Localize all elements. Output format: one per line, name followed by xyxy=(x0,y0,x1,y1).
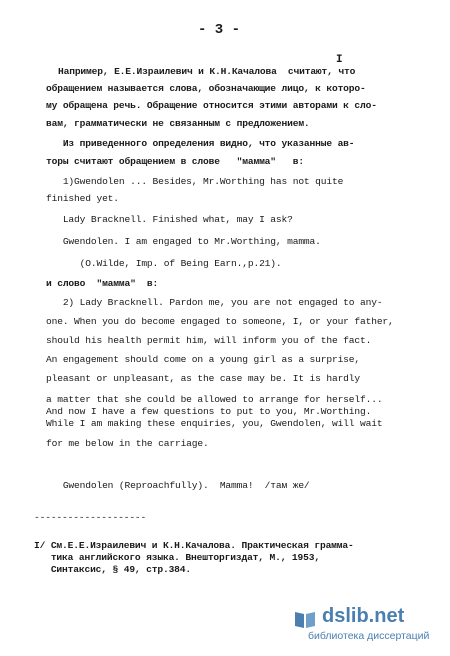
book-icon xyxy=(292,606,318,632)
text-line: Lady Bracknell. Finished what, may I ask? xyxy=(46,214,293,225)
footnote-line: Синтаксис, § 49, стр.384. xyxy=(34,564,192,575)
text-line: вам, грамматически не связанным с предложением. xyxy=(46,118,310,129)
text-line: Gwendolen (Reproachfully). Mamma! /там же/ xyxy=(46,480,310,491)
text-line: An engagement should come on a young girl as a surprise, xyxy=(46,354,361,365)
text-line: And now I have a few questions to put to you, Mr.Worthing. xyxy=(46,406,372,417)
page-number: - 3 - xyxy=(198,22,241,38)
text-line: While I am making these enquiries, you, Gwendolen, will wait xyxy=(46,418,383,429)
text-line: 1)Gwendolen ... Besides, Mr.Worthing has not quite xyxy=(46,176,344,187)
text-line: торы считают обращением в слове "мамма" в: xyxy=(46,156,304,167)
footnote-line: I/ См.Е.Е.Израилевич и К.Н.Качалова. Практическая грамма- xyxy=(34,540,354,551)
text-line: finished yet. xyxy=(46,193,119,204)
text-line: a matter that she could be allowed to arrange for herself... xyxy=(46,394,383,405)
text-line: и слово "мамма" в: xyxy=(46,278,159,289)
text-line: му обращена речь. Обращение относится этими авторами к сло- xyxy=(46,100,377,111)
text-line: for me below in the carriage. xyxy=(46,438,209,449)
text-line: Gwendolen. I am engaged to Mr.Worthing, mamma. xyxy=(46,236,321,247)
watermark-subtitle: библиотека диссертаций xyxy=(308,630,430,642)
text-line: pleasant or unpleasant, as the case may be. It is hardly xyxy=(46,373,361,384)
watermark-site-name[interactable]: dslib.net xyxy=(322,605,405,627)
text-line: Из приведенного определения видно, что указанные ав- xyxy=(46,138,355,149)
text-line: one. When you do become engaged to someone, I, or your father, xyxy=(46,316,394,327)
text-line: Например, Е.Е.Израилевич и К.Н.Качалова считают, что xyxy=(58,66,356,77)
citation-line: (O.Wilde, Imp. of Being Earn.,p.21). xyxy=(46,258,282,269)
footnote-line: тика английского языка. Внешторгиздат, М., 1953, xyxy=(34,552,320,563)
text-line: 2) Lady Bracknell. Pardon me, you are not engaged to any- xyxy=(46,297,383,308)
text-line: обращением называется слова, обозначающие лицо, к которо- xyxy=(46,83,366,94)
text-line: should his health permit him, will inform you of the fact. xyxy=(46,335,372,346)
footnote-marker: I xyxy=(336,54,343,66)
footnote-separator: -------------------- xyxy=(34,512,147,523)
